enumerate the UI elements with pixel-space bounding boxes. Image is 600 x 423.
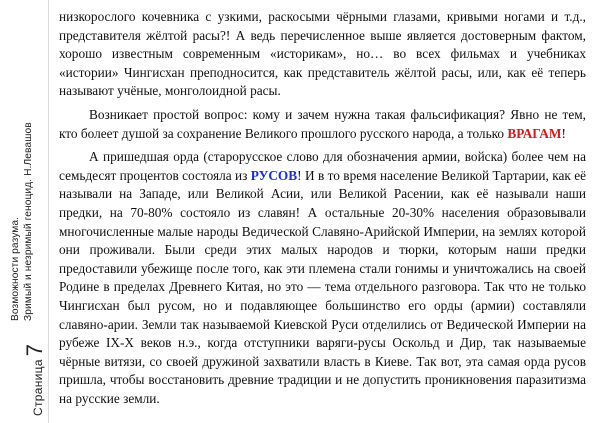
page-sidebar bbox=[0, 0, 49, 423]
book-title bbox=[10, 1, 35, 321]
highlight-rus: РУСОВ bbox=[250, 167, 298, 183]
paragraph-3 bbox=[59, 148, 586, 408]
paragraph-3-text-b: ! И в то время население Великой Тартарии, как её называли на Западе, или Великой Асии, или Великой Расении, как её называли наши предки, на 70-80% состояло из славян! А остальные 20-30% населения образовывали многочисленные малые народы Ведической Славяно-Арийской Империи, на землях которой они проживали. Были среди этих малых народов и тюрки, которым наши предки предоставили убежище после того, как эти племена стали гонимы и уничтожались на своей Родине в пределах Древнего Китая, но это — тема отдельного разговора. Так что не только Чингисхан был русом, но и подавляющее большинство его орды (армии) составляли славяно-арии. Земли так называемой Киевской Руси отделились от Ведической Империи на рубеже IX-X веков н.э., когда отступники варяги-русы Оскольд и Дир, так называемые чёрные витязи, со своей дружиной захватили власть в Киеве. Так вот, эта самая орда русов пришла, чтобы восстановить древние традиции и не допустить проникновения паразитизма на русские земли. bbox=[59, 167, 587, 406]
book-title-line-2: Зримый и незримый геноцид. Н.Левашов bbox=[22, 122, 34, 321]
book-title-line-1: Возможности разума. bbox=[10, 216, 21, 321]
paragraph-2 bbox=[59, 106, 586, 143]
paragraph-2-text-b: ! bbox=[561, 125, 566, 141]
paragraph-1: низкорослого кочевника с узкими, раскосыми чёрными глазами, кривыми ногами и т.д., представителя жёлтой расы?! А ведь перечисленное выше является достоверным фактом, хорошо известным современным «историкам», но… во всех фильмах и учебниках «истории» Чингисхан преподносится, как представитель жёлтой расы, или, как её теперь называют учёные, монголоидной расы. bbox=[59, 9, 586, 99]
sidebar-rotated-block bbox=[10, 6, 47, 416]
page-number: 7 bbox=[22, 343, 47, 357]
page-body bbox=[59, 8, 586, 413]
paragraph-3-text-a: А пришедшая орда (старорусское слово для обозначения армии, войска) более чем на семьдесят процентов состояла из bbox=[59, 149, 586, 183]
highlight-enemies: ВРАГАМ bbox=[507, 125, 562, 141]
page-word: Страница bbox=[31, 359, 45, 416]
paragraph-2-text-a: Возникает простой вопрос: кому и зачем нужна такая фальсификация? Явно не тем, кто болеет душой за сохранение Великого прошлого русского народа, а только bbox=[59, 106, 586, 141]
